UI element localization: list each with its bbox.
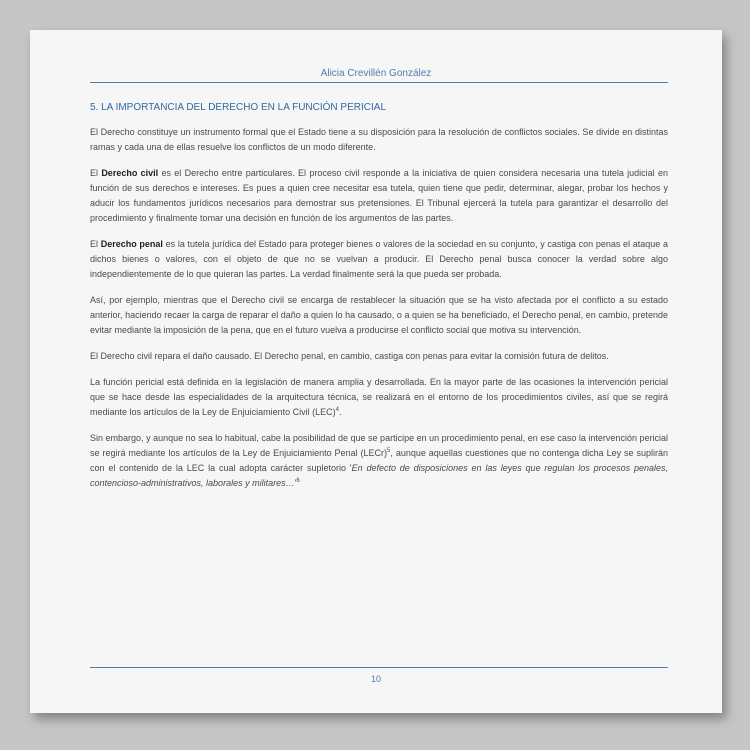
paragraph-intro: El Derecho constituye un instrumento formal que el Estado tiene a su disposición para la resolución de conflictos sociales. Se divide en distintas ramas y cada una de ellas resuelve los conflictos de un modo diferente. bbox=[90, 127, 668, 152]
footnote-ref: 4 bbox=[335, 407, 339, 413]
term-derecho-civil: Derecho civil bbox=[101, 168, 159, 178]
term-derecho-penal: Derecho penal bbox=[100, 239, 163, 249]
paragraph-text: El bbox=[90, 239, 101, 249]
paragraph-text: , aunque aquellas cuestiones que no contenga dicha Ley se suplirán con el contenido de la LEC la cual adopta carácter supletorio ' bbox=[90, 448, 669, 473]
paragraph-text: es el Derecho entre particulares. El proceso civil responde a la iniciativa de quien considera necesaria una tutela judicial en función de sus derechos e intereses. Es pues a quien cree necesitar esa tutela, quien tiene que pedir, determinar, alegar, probar los hechos y aducir los fundamentos jurídicos necesarios para demostrar sus pretensiones. El Tribunal ejercerá la tutela para garantizar el desarrollo del procedimiento y finalmente tomar una decisión en función de los argumentos de las partes. bbox=[90, 168, 668, 223]
paragraph-text: La función pericial está definida en la legislación de manera amplia y desarrollada. En la mayor parte de las ocasiones la intervención pericial que se hace desde las especialidades de la arquitectura técnica, se realizará en el entorno de los procedimientos civiles, así que se regirá mediante los artículos de la Ley de Enjuiciamiento Civil (LEC) bbox=[90, 377, 668, 417]
paragraph-text: es la tutela jurídica del Estado para proteger bienes o valores de la sociedad en su conjunto, y castiga con penas el ataque a dichos bienes o valores, con el objeto de que no se vuelvan a producir. El Derecho penal busca conocer la verdad sobre algo independientemente de lo que quieran las partes. La verdad finalmente será la que pueda ser probada. bbox=[90, 239, 668, 279]
paragraph-text: El bbox=[90, 168, 102, 178]
paragraph-text: Sin embargo, y aunque no sea lo habitual, cabe la posibilidad de que se participe en un procedimiento penal, en ese caso la intervención pericial se regirá mediante los artículos de la Ley de Enjuiciamiento Penal (LECr) bbox=[90, 433, 668, 458]
paragraph-text: ' bbox=[294, 478, 297, 488]
legal-quote: En defecto de disposiciones en las leyes que regulan los procesos penales, contencioso-administrativos, laborales y militares… bbox=[90, 463, 668, 488]
page-content bbox=[90, 100, 668, 502]
document-page bbox=[30, 30, 722, 713]
paragraph-summary: El Derecho civil repara el daño causado. El Derecho penal, en cambio, castiga con penas para evitar la comisión futura de delitos. bbox=[90, 351, 609, 361]
header-rule bbox=[90, 82, 668, 83]
footnote-ref: 6 bbox=[296, 478, 300, 484]
paragraph-derecho-civil bbox=[90, 166, 668, 226]
paragraph-procedimiento-penal bbox=[90, 431, 668, 491]
running-header-author: Alicia Crevillén González bbox=[320, 68, 432, 79]
paragraph-funcion-pericial bbox=[90, 375, 668, 420]
paragraph-text: . bbox=[338, 407, 342, 417]
paragraph-example: Así, por ejemplo, mientras que el Derecho civil se encarga de restablecer la situación que se ha visto afectada por el conflicto a su estado anterior, haciendo recaer la carga de reparar el daño a quien lo ha causado, o a quien se ha beneficiado, el Derecho penal, en cambio, pretende evitar mediante la imposición de la pena, que en el futuro vuelva a producirse el conflicto social que motiva su intervención. bbox=[90, 295, 668, 335]
footer-rule bbox=[90, 667, 668, 668]
section-title: 5. LA IMPORTANCIA DEL DERECHO EN LA FUNCIÓN PERICIAL bbox=[90, 102, 387, 113]
paragraph-derecho-penal bbox=[90, 237, 668, 282]
footnote-ref: 5 bbox=[387, 448, 391, 454]
page-number: 10 bbox=[370, 674, 381, 684]
